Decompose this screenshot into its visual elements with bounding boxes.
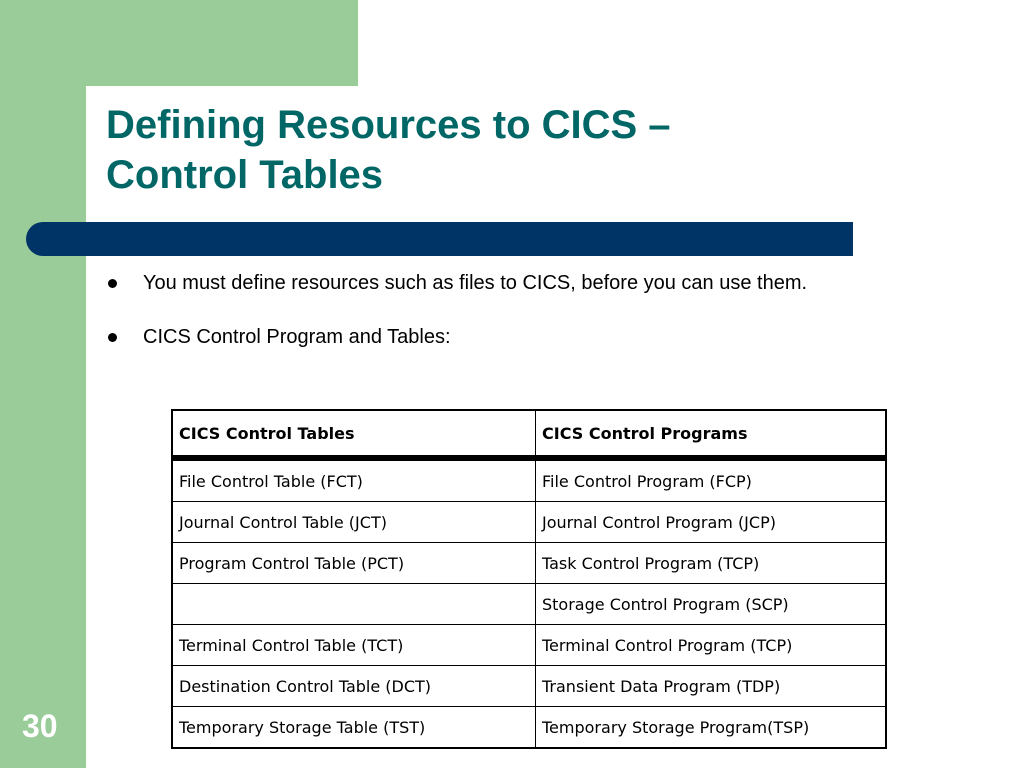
table-row: [172, 707, 886, 749]
table-cell: Journal Control Program (JCP): [536, 502, 887, 543]
table-cell: Terminal Control Table (TCT): [172, 625, 536, 666]
table-row: [172, 625, 886, 666]
table-header-row: [172, 410, 886, 458]
slide-title: [106, 100, 826, 200]
table-row: [172, 502, 886, 543]
table-cell: Temporary Storage Program(TSP): [536, 707, 887, 749]
bullet-text: CICS Control Program and Tables:: [143, 326, 451, 348]
header-control-tables: CICS Control Tables: [172, 410, 536, 458]
table-cell: Transient Data Program (TDP): [536, 666, 887, 707]
bullet-item: [106, 270, 886, 297]
bullet-dot-icon: [108, 333, 117, 342]
table-row: [172, 458, 886, 502]
table-cell: [172, 584, 536, 625]
table-cell: Journal Control Table (JCT): [172, 502, 536, 543]
table-cell: File Control Table (FCT): [172, 458, 536, 502]
left-green-strip: [0, 0, 86, 768]
bullet-dot-icon: [108, 279, 117, 288]
table-cell: Terminal Control Program (TCP): [536, 625, 887, 666]
table-cell: Destination Control Table (DCT): [172, 666, 536, 707]
header-control-programs: CICS Control Programs: [536, 410, 887, 458]
bullet-text: You must define resources such as files to CICS, before you can use them.: [143, 272, 808, 294]
table-cell: Storage Control Program (SCP): [536, 584, 887, 625]
table-cell: Temporary Storage Table (TST): [172, 707, 536, 749]
table-cell: Program Control Table (PCT): [172, 543, 536, 584]
slide-number: 30: [22, 708, 58, 744]
table-cell: Task Control Program (TCP): [536, 543, 887, 584]
table-row: [172, 666, 886, 707]
top-green-block: [0, 0, 358, 86]
title-line-1: Defining Resources to CICS –: [106, 103, 671, 147]
table-row: [172, 543, 886, 584]
table-row: [172, 584, 886, 625]
bullet-item: [106, 324, 886, 351]
bullet-list: [106, 270, 886, 378]
title-line-2: Control Tables: [106, 153, 384, 197]
table-cell: File Control Program (FCP): [536, 458, 887, 502]
title-divider-bar: [26, 222, 853, 256]
cics-control-table: [171, 409, 887, 749]
